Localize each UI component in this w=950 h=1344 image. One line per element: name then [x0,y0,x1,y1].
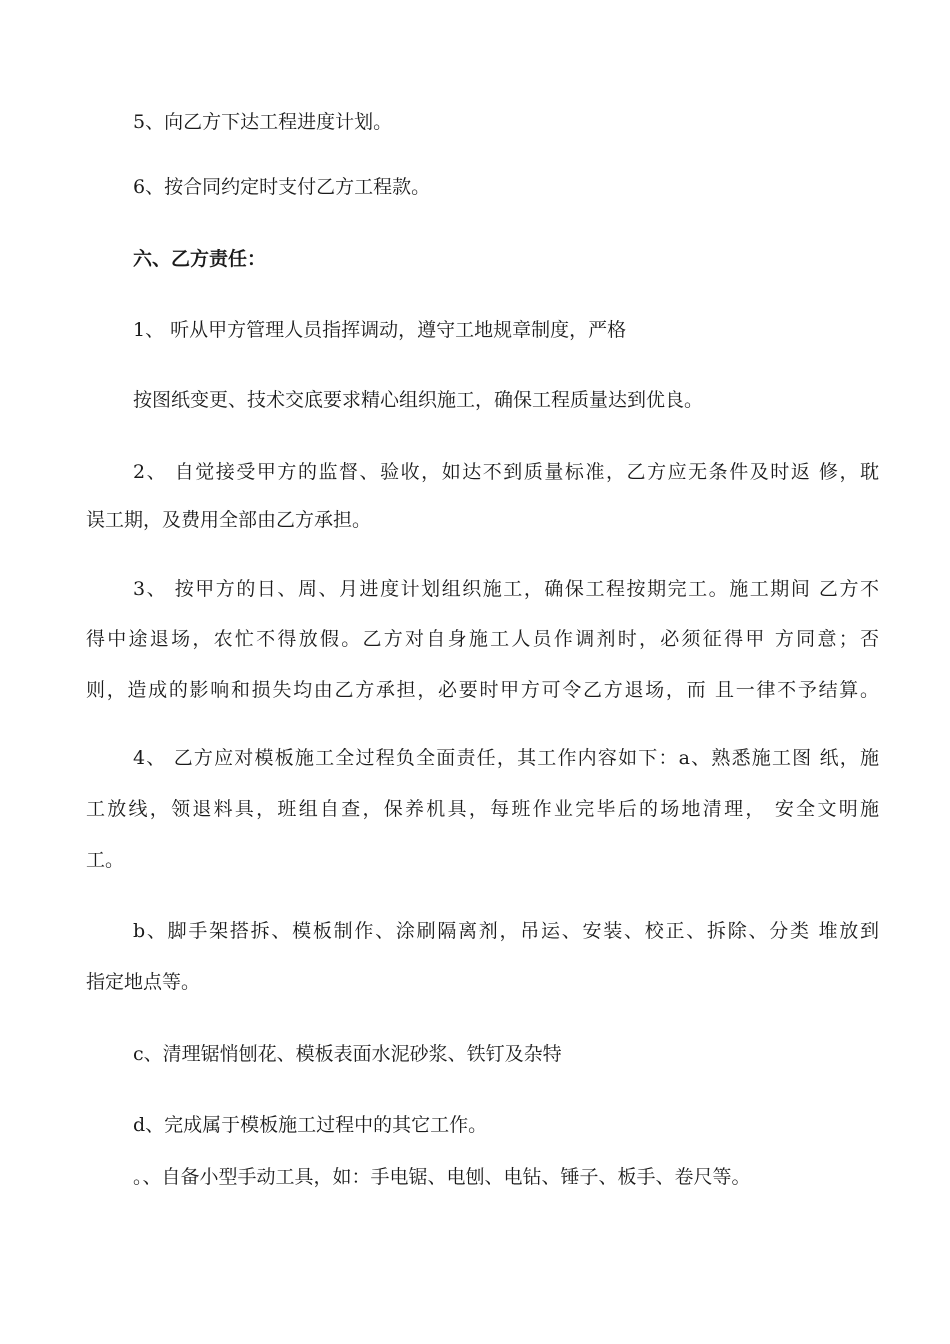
para-d-line: d、完成属于模板施工过程中的其它工作。 [133,1114,488,1136]
section-heading: 六、乙方责任： [133,248,267,270]
para-tools-line: 。、自备小型手动工具，如：手电锯、电刨、电钻、锤子、板手、卷尺等。 [133,1166,751,1188]
item-6-line: 6、按合同约定时支付乙方工程款。 [133,176,431,198]
para-1-line-2: 按图纸变更、技术交底要求精心组织施工，确保工程质量达到优良。 [133,389,704,411]
para-4-line-3: 工。 [86,849,125,871]
para-b-line-2: 指定地点等。 [86,971,201,993]
para-b-line-1: b、脚手架搭拆、模板制作、涂刷隔离剂，吊运、安装、校正、拆除、分类 堆放到 [133,920,879,942]
para-4-line-2: 工放线，领退料具，班组自查，保养机具，每班作业完毕后的场地清理， 安全文明施 [86,798,879,820]
para-3-line-2: 得中途退场，农忙不得放假。乙方对自身施工人员作调剂时，必须征得甲 方同意；否 [86,628,879,650]
para-3-line-3: 则，造成的影响和损失均由乙方承担，必要时甲方可令乙方退场，而 且一律不予结算。 [86,679,879,701]
para-2-line-1: 2、 自觉接受甲方的监督、验收，如达不到质量标准，乙方应无条件及时返 修，耽 [133,461,879,483]
para-4-line-1: 4、 乙方应对模板施工全过程负全面责任，其工作内容如下：a、熟悉施工图 纸，施 [133,747,879,769]
para-1-line-1: 1、 听从甲方管理人员指挥调动，遵守工地规章制度，严格 [133,319,627,341]
para-2-line-2: 误工期，及费用全部由乙方承担。 [86,509,372,531]
para-3-line-1: 3、 按甲方的日、周、月进度计划组织施工，确保工程按期完工。施工期间 乙方不 [133,578,879,600]
item-5-line: 5、向乙方下达工程进度计划。 [133,111,393,133]
para-c-line: c、清理锯悄刨花、模板表面水泥砂浆、铁钉及杂特 [133,1043,562,1065]
